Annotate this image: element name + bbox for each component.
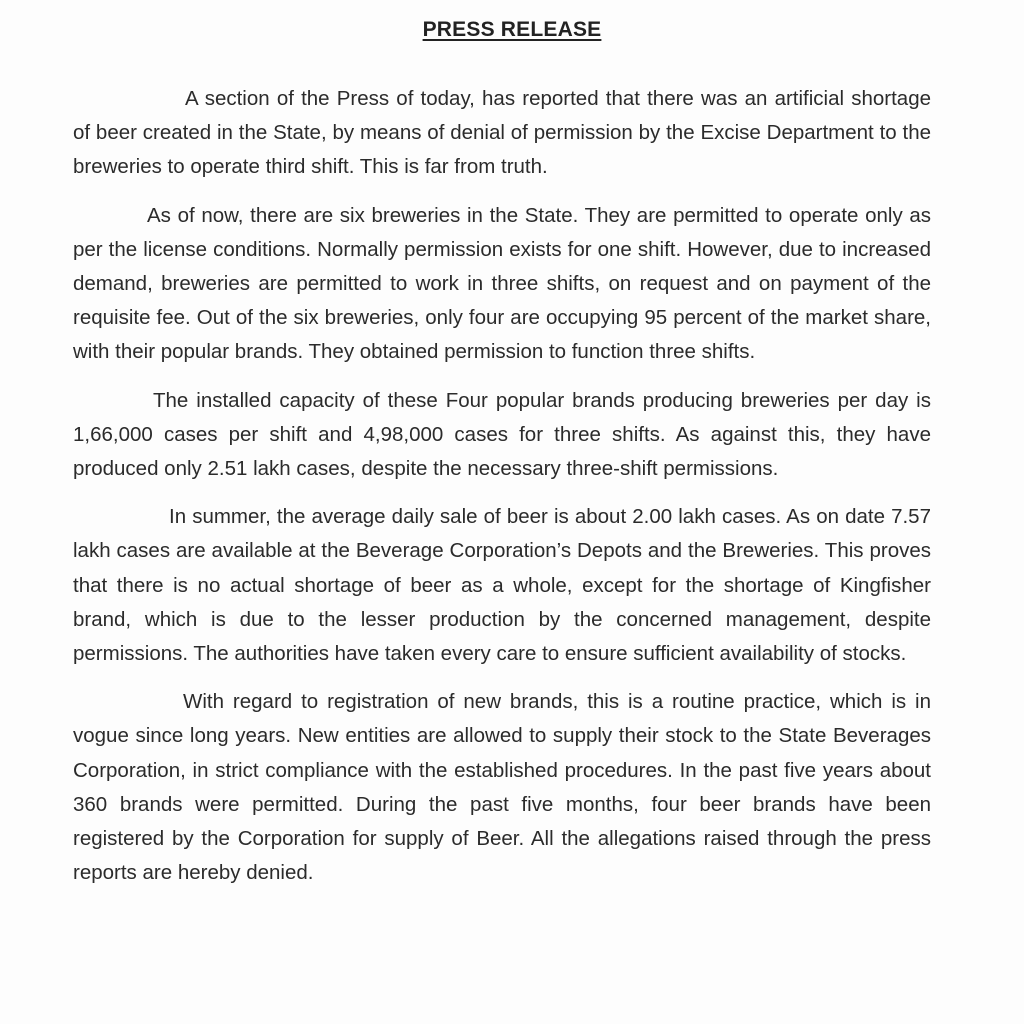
paragraph-1: A section of the Press of today, has reported that there was an artificial shortage of beer created in the State, by means of denial of permission by the Excise Department to the breweries to operate third shift. This is far from truth. (73, 87, 931, 179)
paragraph-2: As of now, there are six breweries in the State. They are permitted to operate only as per the license conditions. Normally permission exists for one shift. However, due to increased demand, breweries are permitted to work in three shifts, on request and on payment of the requisite fee. Out of the six breweries, only four are occupying 95 percent of the market share, with their popular brands. They obtained permission to function three shifts. (73, 203, 931, 364)
paragraph-4: In summer, the average daily sale of beer is about 2.00 lakh cases. As on date 7.57 lakh cases are available at the Beverage Corporation’s Depots and the Breweries. This proves that there is no actual shortage of beer as a whole, except for the shortage of Kingfisher brand, which is due to the lesser production by the concerned management, despite permissions. The authorities have taken every care to ensure sufficient availability of stocks. (73, 505, 931, 666)
page-title: PRESS RELEASE (422, 18, 602, 41)
paragraph-3: The installed capacity of these Four popular brands producing breweries per day is 1,66,000 cases per shift and 4,98,000 cases for three shifts. As against this, they have produced only 2.51 lakh cases, despite the necessary three-shift permissions. (73, 388, 931, 481)
document-body (73, 82, 931, 904)
paragraph-5: With regard to registration of new brands, this is a routine practice, which is in vogue since long years. New entities are allowed to supply their stock to the State Beverages Corporation, in strict compliance with the established procedures. In the past five years about 360 brands were permitted. During the past five months, four beer brands have been registered by the Corporation for supply of Beer. All the allegations raised through the press reports are hereby denied. (73, 690, 931, 885)
